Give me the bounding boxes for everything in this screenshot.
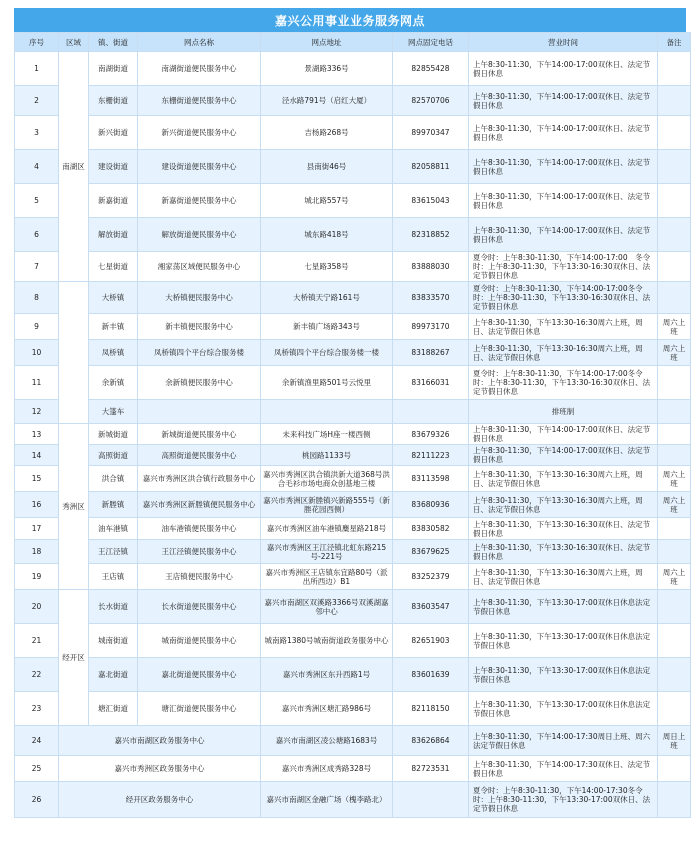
cell-note: 周六上班 [658, 492, 691, 518]
cell-town: 七星街道 [89, 252, 138, 282]
cell-note [658, 184, 691, 218]
col-header-region: 区域 [59, 33, 89, 52]
table-row [15, 116, 691, 150]
cell-hours: 上午8:30-11:30，下午14:00-17:00双休日、法定节假日休息 [469, 218, 658, 252]
cell-phone: 82318852 [393, 218, 469, 252]
cell-name: 东栅街道便民服务中心 [138, 86, 261, 116]
cell-name: 南湖街道便民服务中心 [138, 52, 261, 86]
cell-address: 城东路418号 [261, 218, 393, 252]
cell-note: 周日上班 [658, 726, 691, 756]
cell-phone [393, 400, 469, 424]
cell-name: 王江泾镇便民服务中心 [138, 540, 261, 564]
cell-name: 嘉北街道便民服务中心 [138, 658, 261, 692]
cell-hours: 上午8:30-11:30，下午13:30-16:30双休日、法定节假日休息 [469, 518, 658, 540]
cell-address: 嘉兴市秀洲区成秀路328号 [261, 756, 393, 782]
cell-address: 城南路1380号城南街道政务服务中心 [261, 624, 393, 658]
cell-phone: 82058811 [393, 150, 469, 184]
table-row [15, 518, 691, 540]
table-row [15, 86, 691, 116]
cell-name: 解放街道便民服务中心 [138, 218, 261, 252]
table-row [15, 184, 691, 218]
table-row [15, 692, 691, 726]
table-row [15, 492, 691, 518]
cell-name: 经开区政务服务中心 [59, 782, 261, 818]
cell-phone: 83166031 [393, 366, 469, 400]
cell-phone: 82118150 [393, 692, 469, 726]
table-row [15, 445, 691, 466]
cell-town: 嘉北街道 [89, 658, 138, 692]
header-row [15, 33, 691, 52]
cell-address: 桃园路1133号 [261, 445, 393, 466]
cell-note [658, 218, 691, 252]
cell-name: 凤桥镇四个平台综合服务楼 [138, 340, 261, 366]
cell-address [261, 400, 393, 424]
cell-phone: 83830582 [393, 518, 469, 540]
cell-note: 周六上班 [658, 564, 691, 590]
cell-address: 嘉兴市秀洲区王江泾镇北虹东路215号-221号 [261, 540, 393, 564]
table-row [15, 756, 691, 782]
cell-name: 大桥镇便民服务中心 [138, 282, 261, 314]
cell-no: 9 [15, 314, 59, 340]
table-row [15, 466, 691, 492]
service-table [14, 32, 691, 818]
cell-hours: 上午8:30-11:30，下午13:30-16:30周六上班，周日、法定节假日休息 [469, 340, 658, 366]
cell-name: 余新镇便民服务中心 [138, 366, 261, 400]
cell-town: 余新镇 [89, 366, 138, 400]
cell-hours: 上午8:30-11:30，下午13:30-16:30周六上班，周日、法定节假日休息 [469, 314, 658, 340]
cell-phone: 83615043 [393, 184, 469, 218]
cell-phone: 82855428 [393, 52, 469, 86]
cell-name: 建设街道便民服务中心 [138, 150, 261, 184]
cell-phone: 82111223 [393, 445, 469, 466]
table-row [15, 218, 691, 252]
cell-name: 新城街道便民服务中心 [138, 424, 261, 445]
table-row [15, 52, 691, 86]
cell-note [658, 624, 691, 658]
cell-hours: 上午8:30-11:30，下午13:30-17:00双休日休息法定节假日休息 [469, 658, 658, 692]
cell-phone: 83679625 [393, 540, 469, 564]
table-row [15, 366, 691, 400]
cell-note [658, 540, 691, 564]
cell-name: 长水街道便民服务中心 [138, 590, 261, 624]
cell-address: 嘉兴市秀洲区东升西路1号 [261, 658, 393, 692]
cell-no: 4 [15, 150, 59, 184]
cell-no: 5 [15, 184, 59, 218]
cell-no: 14 [15, 445, 59, 466]
cell-hours: 上午8:30-11:30，下午13:30-17:00双休日休息法定节假日休息 [469, 692, 658, 726]
cell-hours: 上午8:30-11:30，下午13:30-17:00双休日休息法定节假日休息 [469, 624, 658, 658]
cell-address: 新丰镇广场路343号 [261, 314, 393, 340]
cell-address: 嘉兴市南湖区双溪路3366号双溪湖嘉邻中心 [261, 590, 393, 624]
cell-phone: 83680936 [393, 492, 469, 518]
cell-hours: 上午8:30-11:30，下午14:00-17:00双休日、法定节假日休息 [469, 424, 658, 445]
cell-hours: 上午8:30-11:30，下午14:00-17:00双休日、法定节假日休息 [469, 445, 658, 466]
cell-name: 嘉兴市南湖区政务服务中心 [59, 726, 261, 756]
cell-name: 新丰镇便民服务中心 [138, 314, 261, 340]
cell-no: 23 [15, 692, 59, 726]
cell-phone: 82651903 [393, 624, 469, 658]
table-row [15, 624, 691, 658]
cell-town: 王店镇 [89, 564, 138, 590]
cell-phone: 83603547 [393, 590, 469, 624]
table-row [15, 282, 691, 314]
table-row [15, 782, 691, 818]
cell-address: 嘉兴市南湖区凌公塘路1683号 [261, 726, 393, 756]
cell-phone: 83252379 [393, 564, 469, 590]
cell-name: 新嘉街道便民服务中心 [138, 184, 261, 218]
cell-hours: 上午8:30-11:30，下午13:30-17:00双休日休息法定节假日休息 [469, 590, 658, 624]
cell-hours: 夏令时：上午8:30-11:30，下午14:00-17:00冬令时：上午8:30-11:30，下午13:30-16:30双休日、法定节假日休息 [469, 282, 658, 314]
cell-name: 油车港镇便民服务中心 [138, 518, 261, 540]
cell-note [658, 445, 691, 466]
cell-phone [393, 782, 469, 818]
col-header-name: 网点名称 [138, 33, 261, 52]
cell-name: 王店镇便民服务中心 [138, 564, 261, 590]
cell-note [658, 116, 691, 150]
cell-note: 周六上班 [658, 466, 691, 492]
cell-name: 湘家荡区域便民服务中心 [138, 252, 261, 282]
col-header-hours: 营业时间 [469, 33, 658, 52]
cell-no: 2 [15, 86, 59, 116]
cell-hours: 上午8:30-11:30，下午13:30-16:30周六上班，周日、法定节假日休息 [469, 466, 658, 492]
cell-note: 周六上班 [658, 314, 691, 340]
cell-phone: 89970347 [393, 116, 469, 150]
cell-name: 高照街道便民服务中心 [138, 445, 261, 466]
cell-note [658, 86, 691, 116]
cell-address: 未来科技广场H座一楼西侧 [261, 424, 393, 445]
cell-no: 17 [15, 518, 59, 540]
page [0, 8, 700, 852]
table-row [15, 590, 691, 624]
cell-address: 嘉兴市秀洲区王店镇东宜路80号（派出所西边）B1 [261, 564, 393, 590]
cell-no: 3 [15, 116, 59, 150]
cell-town: 大篷车 [89, 400, 138, 424]
col-header-address: 网点地址 [261, 33, 393, 52]
cell-phone: 83626864 [393, 726, 469, 756]
cell-note: 周六上班 [658, 340, 691, 366]
table-row [15, 540, 691, 564]
region-cell-nanhu: 南湖区 [59, 52, 89, 282]
col-header-no: 序号 [15, 33, 59, 52]
cell-no: 7 [15, 252, 59, 282]
cell-phone: 82570706 [393, 86, 469, 116]
cell-town: 新丰镇 [89, 314, 138, 340]
cell-hours: 上午8:30-11:30，下午14:00-17:00双休日、法定节假日休息 [469, 184, 658, 218]
cell-hours: 夏令时：上午8:30-11:30，下午14:00-17:00 冬令时：上午8:30-11:30，下午13:30-16:30双休日、法定节假日休息 [469, 252, 658, 282]
table-row [15, 564, 691, 590]
table-row [15, 252, 691, 282]
region-cell-jingkai: 经开区 [59, 590, 89, 726]
cell-hours: 上午8:30-11:30，下午14:00-17:30周日上班、周六法定节假日休息 [469, 726, 658, 756]
cell-hours: 上午8:30-11:30，下午14:00-17:30双休日、法定节假日休息 [469, 756, 658, 782]
cell-no: 20 [15, 590, 59, 624]
cell-no: 25 [15, 756, 59, 782]
cell-phone: 82723531 [393, 756, 469, 782]
cell-town: 新兴街道 [89, 116, 138, 150]
cell-note [658, 52, 691, 86]
cell-address: 余新镇渔里路501号云悦里 [261, 366, 393, 400]
cell-note [658, 590, 691, 624]
cell-note [658, 400, 691, 424]
cell-no: 22 [15, 658, 59, 692]
cell-hours: 上午8:30-11:30，下午14:00-17:00双休日、法定节假日休息 [469, 116, 658, 150]
cell-town: 王江泾镇 [89, 540, 138, 564]
cell-hours: 上午8:30-11:30，下午14:00-17:00双休日、法定节假日休息 [469, 150, 658, 184]
cell-address: 七星路358号 [261, 252, 393, 282]
cell-town: 新嘉街道 [89, 184, 138, 218]
cell-address: 嘉兴市秀洲区新塍镇兴新路555号（新塍花园西侧） [261, 492, 393, 518]
cell-name: 嘉兴市秀洲区新塍镇便民服务中心 [138, 492, 261, 518]
cell-hours: 上午8:30-11:30，下午14:00-17:00双休日、法定节假日休息 [469, 86, 658, 116]
table-row [15, 340, 691, 366]
cell-name: 塘汇街道便民服务中心 [138, 692, 261, 726]
cell-no: 24 [15, 726, 59, 756]
cell-address: 嘉兴市南湖区金融广场（槐李路北） [261, 782, 393, 818]
cell-no: 10 [15, 340, 59, 366]
cell-note [658, 756, 691, 782]
cell-note [658, 366, 691, 400]
cell-town: 油车港镇 [89, 518, 138, 540]
cell-hours: 上午8:30-11:30，下午13:30-16:30周六上班，周日、法定节假日休息 [469, 492, 658, 518]
cell-town: 凤桥镇 [89, 340, 138, 366]
table-row [15, 658, 691, 692]
cell-no: 1 [15, 52, 59, 86]
cell-town: 大桥镇 [89, 282, 138, 314]
cell-hours: 上午8:30-11:30，下午14:00-17:00双休日、法定节假日休息 [469, 52, 658, 86]
table-row [15, 726, 691, 756]
cell-town: 城南街道 [89, 624, 138, 658]
region-cell-blank [59, 282, 89, 424]
cell-phone: 83601639 [393, 658, 469, 692]
cell-no: 18 [15, 540, 59, 564]
col-header-note: 备注 [658, 33, 691, 52]
cell-hours: 上午8:30-11:30，下午13:30-16:30双休日、法定节假日休息 [469, 540, 658, 564]
cell-town: 东栅街道 [89, 86, 138, 116]
cell-town: 新城街道 [89, 424, 138, 445]
table-row [15, 150, 691, 184]
cell-phone: 83113598 [393, 466, 469, 492]
cell-note [658, 782, 691, 818]
cell-hours: 上午8:30-11:30，下午13:30-16:30周六上班，周日、法定节假日休息 [469, 564, 658, 590]
cell-no: 21 [15, 624, 59, 658]
cell-town: 解放街道 [89, 218, 138, 252]
cell-address: 县南街46号 [261, 150, 393, 184]
cell-address: 大桥镇天宁路161号 [261, 282, 393, 314]
cell-phone: 83888030 [393, 252, 469, 282]
cell-note [658, 252, 691, 282]
cell-no: 12 [15, 400, 59, 424]
cell-phone: 83679326 [393, 424, 469, 445]
cell-town: 洪合镇 [89, 466, 138, 492]
cell-hours: 夏令时：上午8:30-11:30，下午14:00-17:00冬令时：上午8:30-11:30，下午13:30-16:30双休日、法定节假日休息 [469, 366, 658, 400]
cell-no: 11 [15, 366, 59, 400]
cell-phone: 89973170 [393, 314, 469, 340]
cell-town: 建设街道 [89, 150, 138, 184]
cell-address: 嘉兴市秀洲区洪合镇洪新大道368号洪合毛衫市场电商众创基地三楼 [261, 466, 393, 492]
cell-note [658, 658, 691, 692]
cell-no: 15 [15, 466, 59, 492]
page-title: 嘉兴公用事业业务服务网点 [14, 8, 686, 32]
cell-name: 嘉兴市秀洲区洪合镇行政服务中心 [138, 466, 261, 492]
cell-name: 新兴街道便民服务中心 [138, 116, 261, 150]
cell-hours: 排班制 [469, 400, 658, 424]
cell-name: 嘉兴市秀洲区政务服务中心 [59, 756, 261, 782]
cell-phone: 83833570 [393, 282, 469, 314]
cell-name: 城南街道便民服务中心 [138, 624, 261, 658]
cell-address: 泾水路791号（启红大厦） [261, 86, 393, 116]
cell-note [658, 424, 691, 445]
cell-address: 城北路557号 [261, 184, 393, 218]
cell-address: 嘉兴市秀洲区油车港镇麋星路218号 [261, 518, 393, 540]
cell-address: 吉杨路268号 [261, 116, 393, 150]
cell-phone: 83188267 [393, 340, 469, 366]
col-header-town: 镇、街道 [89, 33, 138, 52]
table-row [15, 400, 691, 424]
cell-note [658, 692, 691, 726]
cell-no: 19 [15, 564, 59, 590]
cell-no: 16 [15, 492, 59, 518]
cell-no: 8 [15, 282, 59, 314]
cell-address: 嘉兴市秀洲区塘汇路986号 [261, 692, 393, 726]
table-row [15, 424, 691, 445]
cell-address: 凤桥镇四个平台综合服务楼一楼 [261, 340, 393, 366]
table-body [15, 52, 691, 818]
cell-town: 高照街道 [89, 445, 138, 466]
cell-address: 景湖路336号 [261, 52, 393, 86]
cell-note [658, 282, 691, 314]
cell-no: 6 [15, 218, 59, 252]
col-header-phone: 网点固定电话 [393, 33, 469, 52]
cell-hours: 夏令时：上午8:30-11:30，下午14:00-17:30冬令时：上午8:30-11:30，下午13:30-17:00双休日、法定节假日休息 [469, 782, 658, 818]
cell-town: 新塍镇 [89, 492, 138, 518]
cell-town: 塘汇街道 [89, 692, 138, 726]
table-row [15, 314, 691, 340]
cell-town: 长水街道 [89, 590, 138, 624]
cell-no: 13 [15, 424, 59, 445]
cell-name [138, 400, 261, 424]
cell-note [658, 518, 691, 540]
cell-town: 南湖街道 [89, 52, 138, 86]
cell-no: 26 [15, 782, 59, 818]
cell-note [658, 150, 691, 184]
region-cell-xiuzhou: 秀洲区 [59, 424, 89, 590]
